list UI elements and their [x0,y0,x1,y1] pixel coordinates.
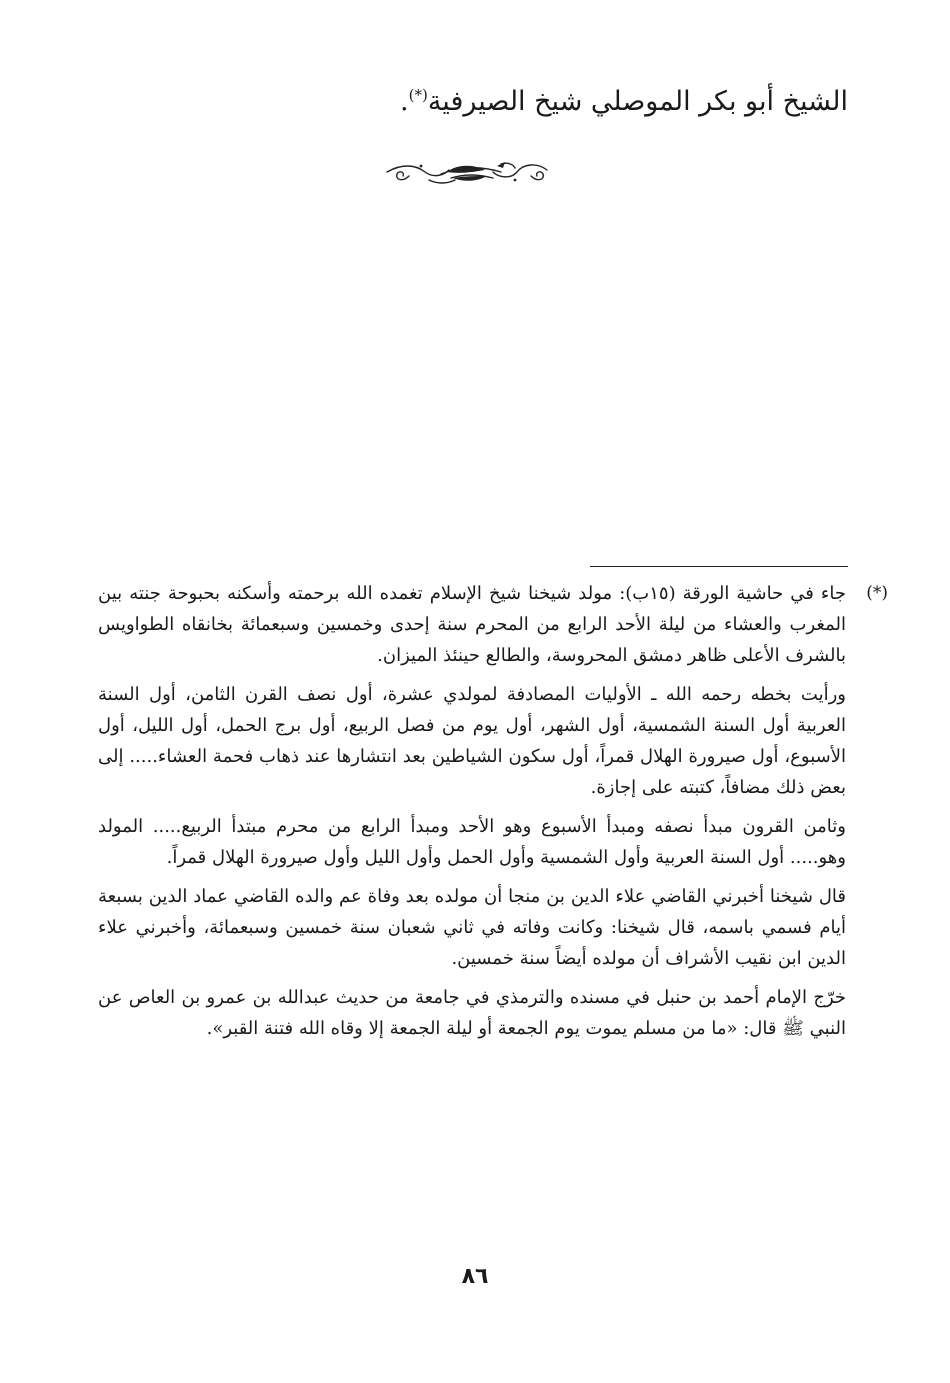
main-text-line [88,82,848,122]
footnote-paragraph: ورأيت بخطه رحمه الله ـ الأوليات المصادفة لمولدي عشرة، أول نصف القرن الثامن، أول السنة العربية أول السنة الشمسية، أول الشهر، أول يوم من فصل الربيع، أول برج الحمل، أول الليل، أول الأسبوع، أول صيرورة الهلال قمراً، أول سكون الشياطين بعد انتشارها عند ذهاب فحمة العشاء..... إلى بعض ذلك مضافاً، كتبته على إجازة. [98,684,846,798]
footnote-paragraph: وثامن القرون مبدأ نصفه ومبدأ الأسبوع وهو الأحد ومبدأ الرابع من محرم مبتدأ الربيع..... المولد وهو..... أول السنة العربية وأول الشمسية وأول الحمل وأول الليل وأول صيرورة الهلال قمراً. [98,816,846,868]
page-number: ٨٦ [461,1264,489,1289]
main-text: الشيخ أبو بكر الموصلي شيخ الصيرفية [427,86,848,117]
footnotes-section [98,578,888,1052]
footnote-paragraph: خرّج الإمام أحمد بن حنبل في مسنده والترمذي في جامعة من حديث عبدالله بن عمرو بن العاص عن النبي ﷺ قال: «ما من مسلم يموت يوم الجمعة أو ليلة الجمعة إلا وقاه الله فتنة القبر». [98,987,846,1039]
footnote-reference-marker: (*) [408,86,428,104]
footnote-marker: (*) [866,583,888,603]
footnote-separator-rule [590,566,848,567]
footnote-paragraph-text: جاء في حاشية الورقة (١٥ب): مولد شيخنا شيخ الإسلام تغمده الله برحمته وأسكنه بحبوحة جنته بين المغرب والعشاء من ليلة الأحد الرابع من المحرم سنة إحدى وخمسين وسبعمائة بخانقاه الطواويس بالشرف الأعلى ظاهر دمشق المحروسة، والطالع حينئذ الميزان. [98,583,846,666]
footnote-paragraph [98,578,888,671]
main-text-period: . [400,86,409,117]
footnote-paragraph: قال شيخنا أخبرني القاضي علاء الدين بن منجا أن مولده بعد وفاة عم والده القاضي عماد الدين بسبعة أيام فسمي باسمه، قال شيخنا: وكانت وفاته في ثاني شعبان سنة خمسين وسبعمائة، وأخبرني علاء الدين ابن نقيب الأشراف أن مولده أيضاً سنة خمسين. [98,886,846,969]
decorative-vine-divider-icon [381,152,553,192]
